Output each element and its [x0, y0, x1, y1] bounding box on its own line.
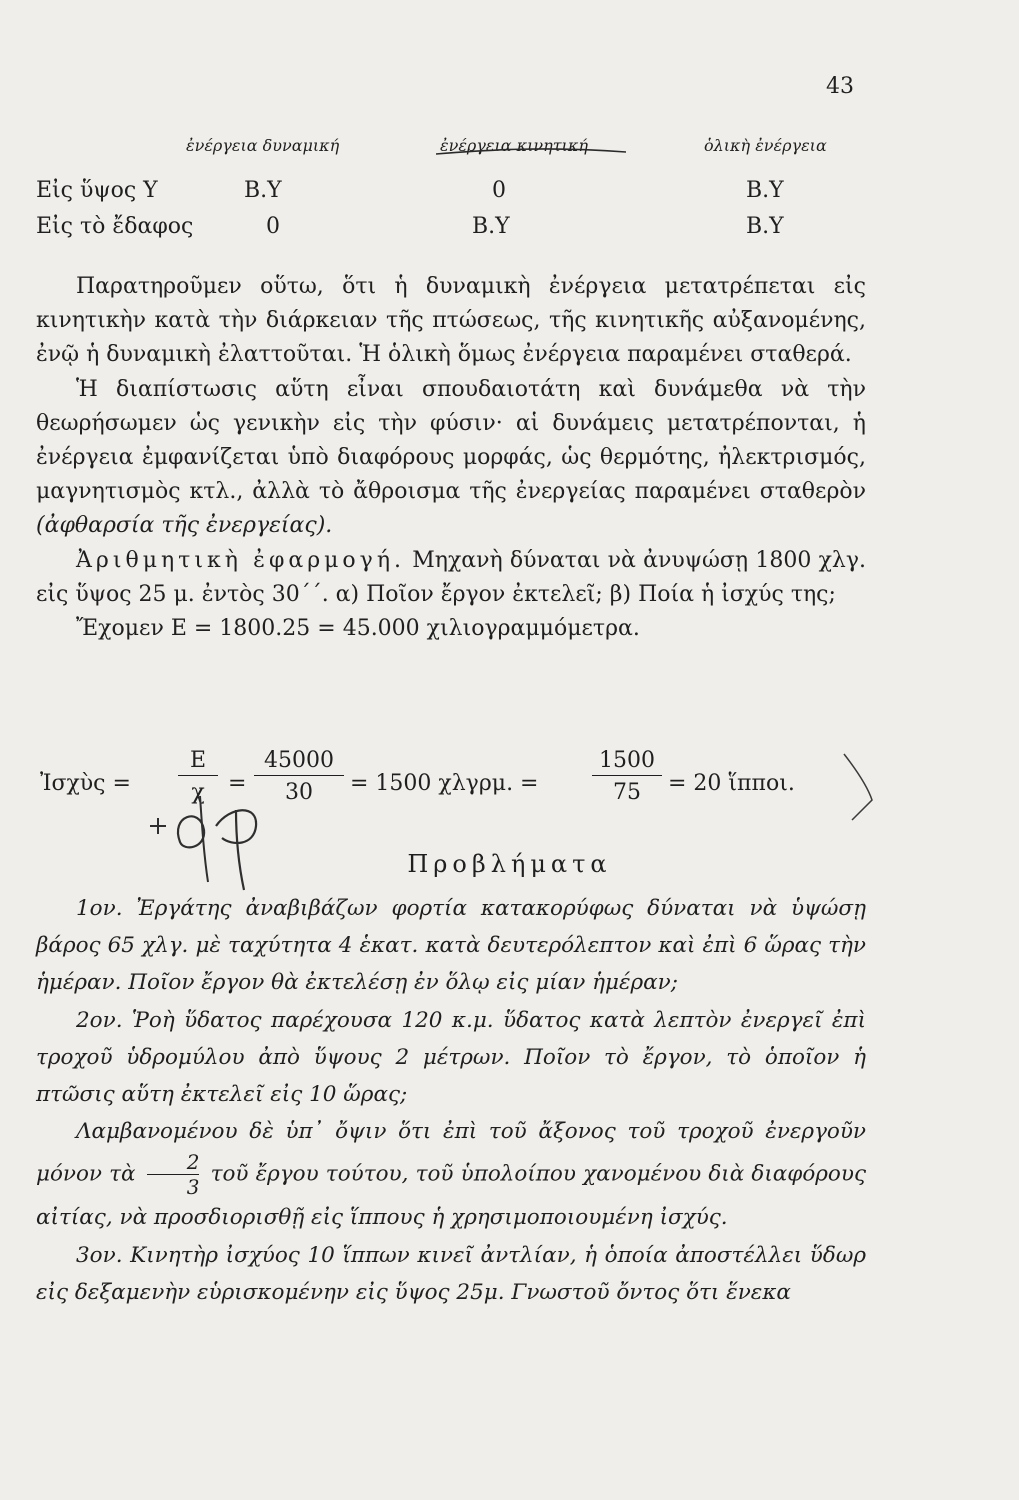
- problem-3: 3ον. Κινητὴρ ἰσχύος 10 ἵππων κινεῖ ἀντλίαν, ἡ ὁποία ἀποστέλλει ὕδωρ εἰς δεξαμενὴν εὑρισκομένην εἰς ὕψος 25μ. Γνωστοῦ ὄντος ὅτι ἕνεκα: [36, 1242, 866, 1305]
- formula-rhs: = 20 ἵπποι.: [668, 771, 795, 796]
- formula-mid: = 1500 χλγρμ. =: [350, 771, 539, 796]
- paragraph-general-text: Ἡ διαπίστωσις αὕτη εἶναι σπουδαιοτάτη καὶ δυνάμεθα νὰ τὴν θεωρήσωμεν ὡς γενικὴν εἰς τὴν φύσιν· αἱ δυνάμεις μετατρέπονται, ἡ ἐνέργεια ἐμφανίζεται ὑπὸ διαφόρους μορφάς, ὡς θερμότης, ἠλεκτρισμός, μαγνητισμὸς κτλ., ἀλλὰ τὸ ἄθροισμα τῆς ἐνεργείας παραμένει σταθερὸν: [36, 376, 866, 505]
- two-thirds-numerator: 2: [147, 1150, 200, 1175]
- formula-equals: =: [228, 771, 247, 796]
- page-number: 43: [826, 74, 854, 99]
- row-label-ground: Εἰς τὸ ἔδαφος: [36, 214, 194, 239]
- energy-table: [36, 136, 876, 246]
- header-potential-energy: ἐνέργεια δυναμική: [186, 136, 340, 155]
- header-total-energy: ὁλικὴ ἐνέργεια: [704, 136, 827, 155]
- cell-height-kinetic: 0: [492, 178, 506, 203]
- work-calculation: Ἔχομεν Ε = 1800.25 = 45.000 χιλιογραμμόμετρα.: [76, 616, 640, 642]
- problem-1: 1ον. Ἐργάτης ἀναβιβάζων φορτία κατακορύφως δύναται νὰ ὑψώσῃ βάρος 65 χλγ. μὲ ταχύτητα 4 ἑκατ. κατὰ δευτερόλεπτον καὶ ἐπὶ 6 ὥρας τὴν ἡμέραν. Ποῖον ἔργον θὰ ἐκτελέσῃ ἐν ὅλῳ εἰς μίαν ἡμέραν;: [36, 896, 866, 996]
- cell-height-total: Β.Υ: [746, 178, 784, 203]
- two-thirds-denominator: 3: [186, 1175, 200, 1200]
- pencil-scribble: [140, 786, 280, 896]
- problem-2-continuation: [36, 1113, 866, 1236]
- fraction-e-over-x-denominator: χ: [191, 780, 205, 805]
- fraction-e-over-x-numerator: Ε: [178, 748, 218, 776]
- application-label: Ἀριθμητικὴ ἐφαρμογή.: [76, 547, 405, 573]
- section-heading: Προβλήματα: [407, 850, 612, 878]
- fraction-1500-numerator: 1500: [592, 748, 662, 776]
- paragraph-conservation: Παρατηροῦμεν οὕτω, ὅτι ἡ δυναμικὴ ἐνέργεια μετατρέπεται εἰς κινητικὴν κατὰ τὴν διάρκειαν τῆς πτώσεως, τῆς κινητικῆς αὐξανομένης, ἐνῷ ἡ δυναμικὴ ἐλαττοῦται. Ἡ ὁλικὴ ὅμως ἐνέργεια παραμένει σταθερά.: [36, 274, 866, 368]
- cell-ground-potential: 0: [266, 214, 280, 239]
- problems-list: [36, 890, 866, 1311]
- application-text: Μηχανὴ δύναται νὰ ἀνυψώσῃ 1800 χλγ. εἰς ὕψος 25 μ. ἐντὸς 30΄΄. α) Ποῖον ἔργον ἐκτελεῖ; β) Ποία ἡ ἰσχύς της;: [36, 547, 866, 607]
- paragraph-general-italic: (ἀφθαρσία τῆς ἐνεργείας).: [36, 513, 333, 539]
- formula-lhs: Ἰσχὺς =: [40, 771, 131, 796]
- pencil-bracket: [838, 752, 878, 822]
- cell-ground-kinetic: Β.Υ: [472, 214, 510, 239]
- cell-height-potential: Β.Υ: [244, 178, 282, 203]
- main-text: [36, 270, 866, 646]
- fraction-45000-denominator: 30: [285, 780, 313, 805]
- paragraph-application: [36, 544, 866, 612]
- fraction-45000-numerator: 45000: [254, 748, 344, 776]
- row-label-height: Εἰς ὕψος Υ: [36, 178, 158, 203]
- pen-strikethrough: [436, 140, 626, 164]
- fraction-1500-denominator: 75: [613, 780, 641, 805]
- fraction-1500-over-75: [592, 748, 662, 805]
- paragraph-general: [36, 373, 866, 544]
- header-kinetic-energy: ἐνέργεια κινητική: [440, 136, 588, 155]
- problem-2-continuation-end: τοῦ ἔργου τούτου, τοῦ ὑπολοίπου χανομένου διὰ διαφόρους αἰτίας, νὰ προσδιορισθῇ εἰς ἵππους ἡ χρησιμοποιουμένη ἰσχύς.: [36, 1161, 866, 1231]
- problem-2-continuation-start: Λαμβανομένου δὲ ὑπ᾿ ὄψιν ὅτι ἐπὶ τοῦ ἄξονος τοῦ τροχοῦ ἐνεργοῦν μόνον τὰ: [36, 1119, 866, 1187]
- cell-ground-total: Β.Υ: [746, 214, 784, 239]
- problem-2: 2ον. Ῥοὴ ὕδατος παρέχουσα 120 κ.μ. ὕδατος κατὰ λεπτὸν ἐνεργεῖ ἐπὶ τροχοῦ ὑδρομύλου ἀπὸ ὕψους 2 μέτρων. Ποῖον τὸ ἔργον, τὸ ὁποῖον ἡ πτῶσις αὕτη ἐκτελεῖ εἰς 10 ὥρας;: [36, 1007, 866, 1108]
- two-thirds-fraction: [147, 1150, 200, 1199]
